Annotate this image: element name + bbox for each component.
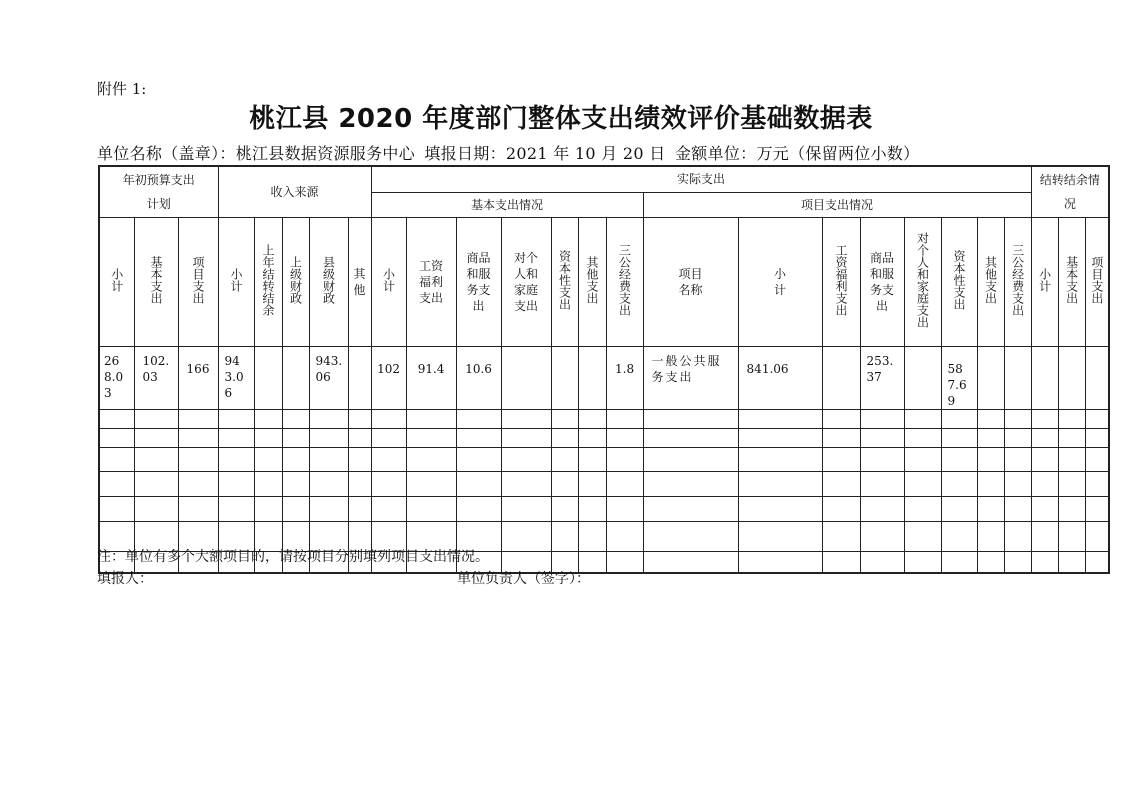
col-project-capital: 资本性支出 (941, 217, 977, 346)
col-carry-subtotal: 小计 (1031, 217, 1058, 346)
cell-income-subtotal: 943.06 (218, 346, 254, 409)
cell-project-other (977, 346, 1004, 409)
col-project-other: 其他支出 (977, 217, 1004, 346)
attachment-label: 附件 1: (97, 80, 147, 98)
col-budget-basic: 基本支出 (134, 217, 178, 346)
header-income-source: 收入来源 (218, 166, 371, 217)
header-basic-expense: 基本支出情况 (371, 192, 643, 217)
col-project-name: 项目名称 (643, 217, 738, 346)
footnote: 注：单位有多个大额项目的，请按项目分别填列项目支出情况。 (97, 549, 489, 565)
col-project-three-public: 三公经费支出 (1004, 217, 1031, 346)
col-income-upper-finance: 上级财政 (282, 217, 309, 346)
cell-carry-subtotal (1031, 346, 1058, 409)
cell-project-personal (904, 346, 941, 409)
page-title: 桃江县 2020 年度部门整体支出绩效评价基础数据表 (249, 104, 873, 134)
table-row (99, 428, 1109, 447)
cell-budget-project: 166 (178, 346, 218, 409)
cell-income-other (348, 346, 371, 409)
col-actual-other: 其他支出 (578, 217, 606, 346)
money-unit: 金额单位：万元（保留两位小数） (674, 144, 920, 163)
cell-budget-subtotal: 268.03 (99, 346, 134, 409)
cell-actual-goods: 10.6 (456, 346, 501, 409)
filler-label: 填报人： (97, 571, 153, 587)
table-row (99, 409, 1109, 428)
cell-carry-project (1085, 346, 1109, 409)
col-income-county-finance: 县级财政 (309, 217, 348, 346)
col-project-goods: 商品和服务支出 (860, 217, 904, 346)
col-project-personal: 对个人和家庭支出 (904, 217, 941, 346)
cell-actual-other (578, 346, 606, 409)
table-row (99, 496, 1109, 521)
table-row (99, 447, 1109, 471)
header-budget-plan: 年初预算支出计划 (99, 166, 218, 217)
col-income-subtotal: 小计 (218, 217, 254, 346)
col-budget-subtotal: 小计 (99, 217, 134, 346)
cell-project-wage (822, 346, 860, 409)
col-income-carryover: 上年结转结余 (254, 217, 282, 346)
data-table (98, 165, 1110, 574)
cell-project-subtotal: 841.06 (738, 346, 822, 409)
cell-actual-three-public: 1.8 (606, 346, 643, 409)
cell-project-capital: 587.69 (941, 346, 977, 409)
cell-actual-capital (551, 346, 578, 409)
header-carryover: 结转结余情况 (1031, 166, 1109, 217)
col-actual-subtotal: 小计 (371, 217, 406, 346)
cell-project-three-public (1004, 346, 1031, 409)
form-info-line (97, 141, 923, 164)
cell-income-county: 943.06 (309, 346, 348, 409)
cell-actual-subtotal: 102 (371, 346, 406, 409)
cell-carry-basic (1058, 346, 1085, 409)
col-actual-personal: 对个人和家庭支出 (501, 217, 551, 346)
cell-income-upper (282, 346, 309, 409)
header-project-expense: 项目支出情况 (643, 192, 1031, 217)
table-row (99, 471, 1109, 496)
cell-project-name: 一般公共服务支出 (643, 346, 738, 409)
cell-income-carryover (254, 346, 282, 409)
col-actual-wage: 工资福利支出 (406, 217, 456, 346)
fill-date: 填报日期：2021 年 10 月 20 日 (424, 144, 666, 163)
col-budget-project: 项目支出 (178, 217, 218, 346)
col-income-other: 其他 (348, 217, 371, 346)
col-project-wage: 工资福利支出 (822, 217, 860, 346)
col-actual-goods: 商品和服务支出 (456, 217, 501, 346)
unit-name: 单位名称（盖章）：桃江县数据资源服务中心 (97, 144, 416, 163)
table-row (99, 346, 1109, 409)
col-carry-basic: 基本支出 (1058, 217, 1085, 346)
col-carry-project: 项目支出 (1085, 217, 1109, 346)
cell-project-goods: 253.37 (860, 346, 904, 409)
cell-actual-personal (501, 346, 551, 409)
col-project-subtotal: 小计 (738, 217, 822, 346)
cell-budget-basic: 102.03 (134, 346, 178, 409)
col-actual-three-public: 三公经费支出 (606, 217, 643, 346)
col-actual-capital: 资本性支出 (551, 217, 578, 346)
leader-signature-label: 单位负责人（签字）： (457, 571, 590, 587)
header-actual-expense: 实际支出 (371, 166, 1031, 192)
cell-actual-wage: 91.4 (406, 346, 456, 409)
